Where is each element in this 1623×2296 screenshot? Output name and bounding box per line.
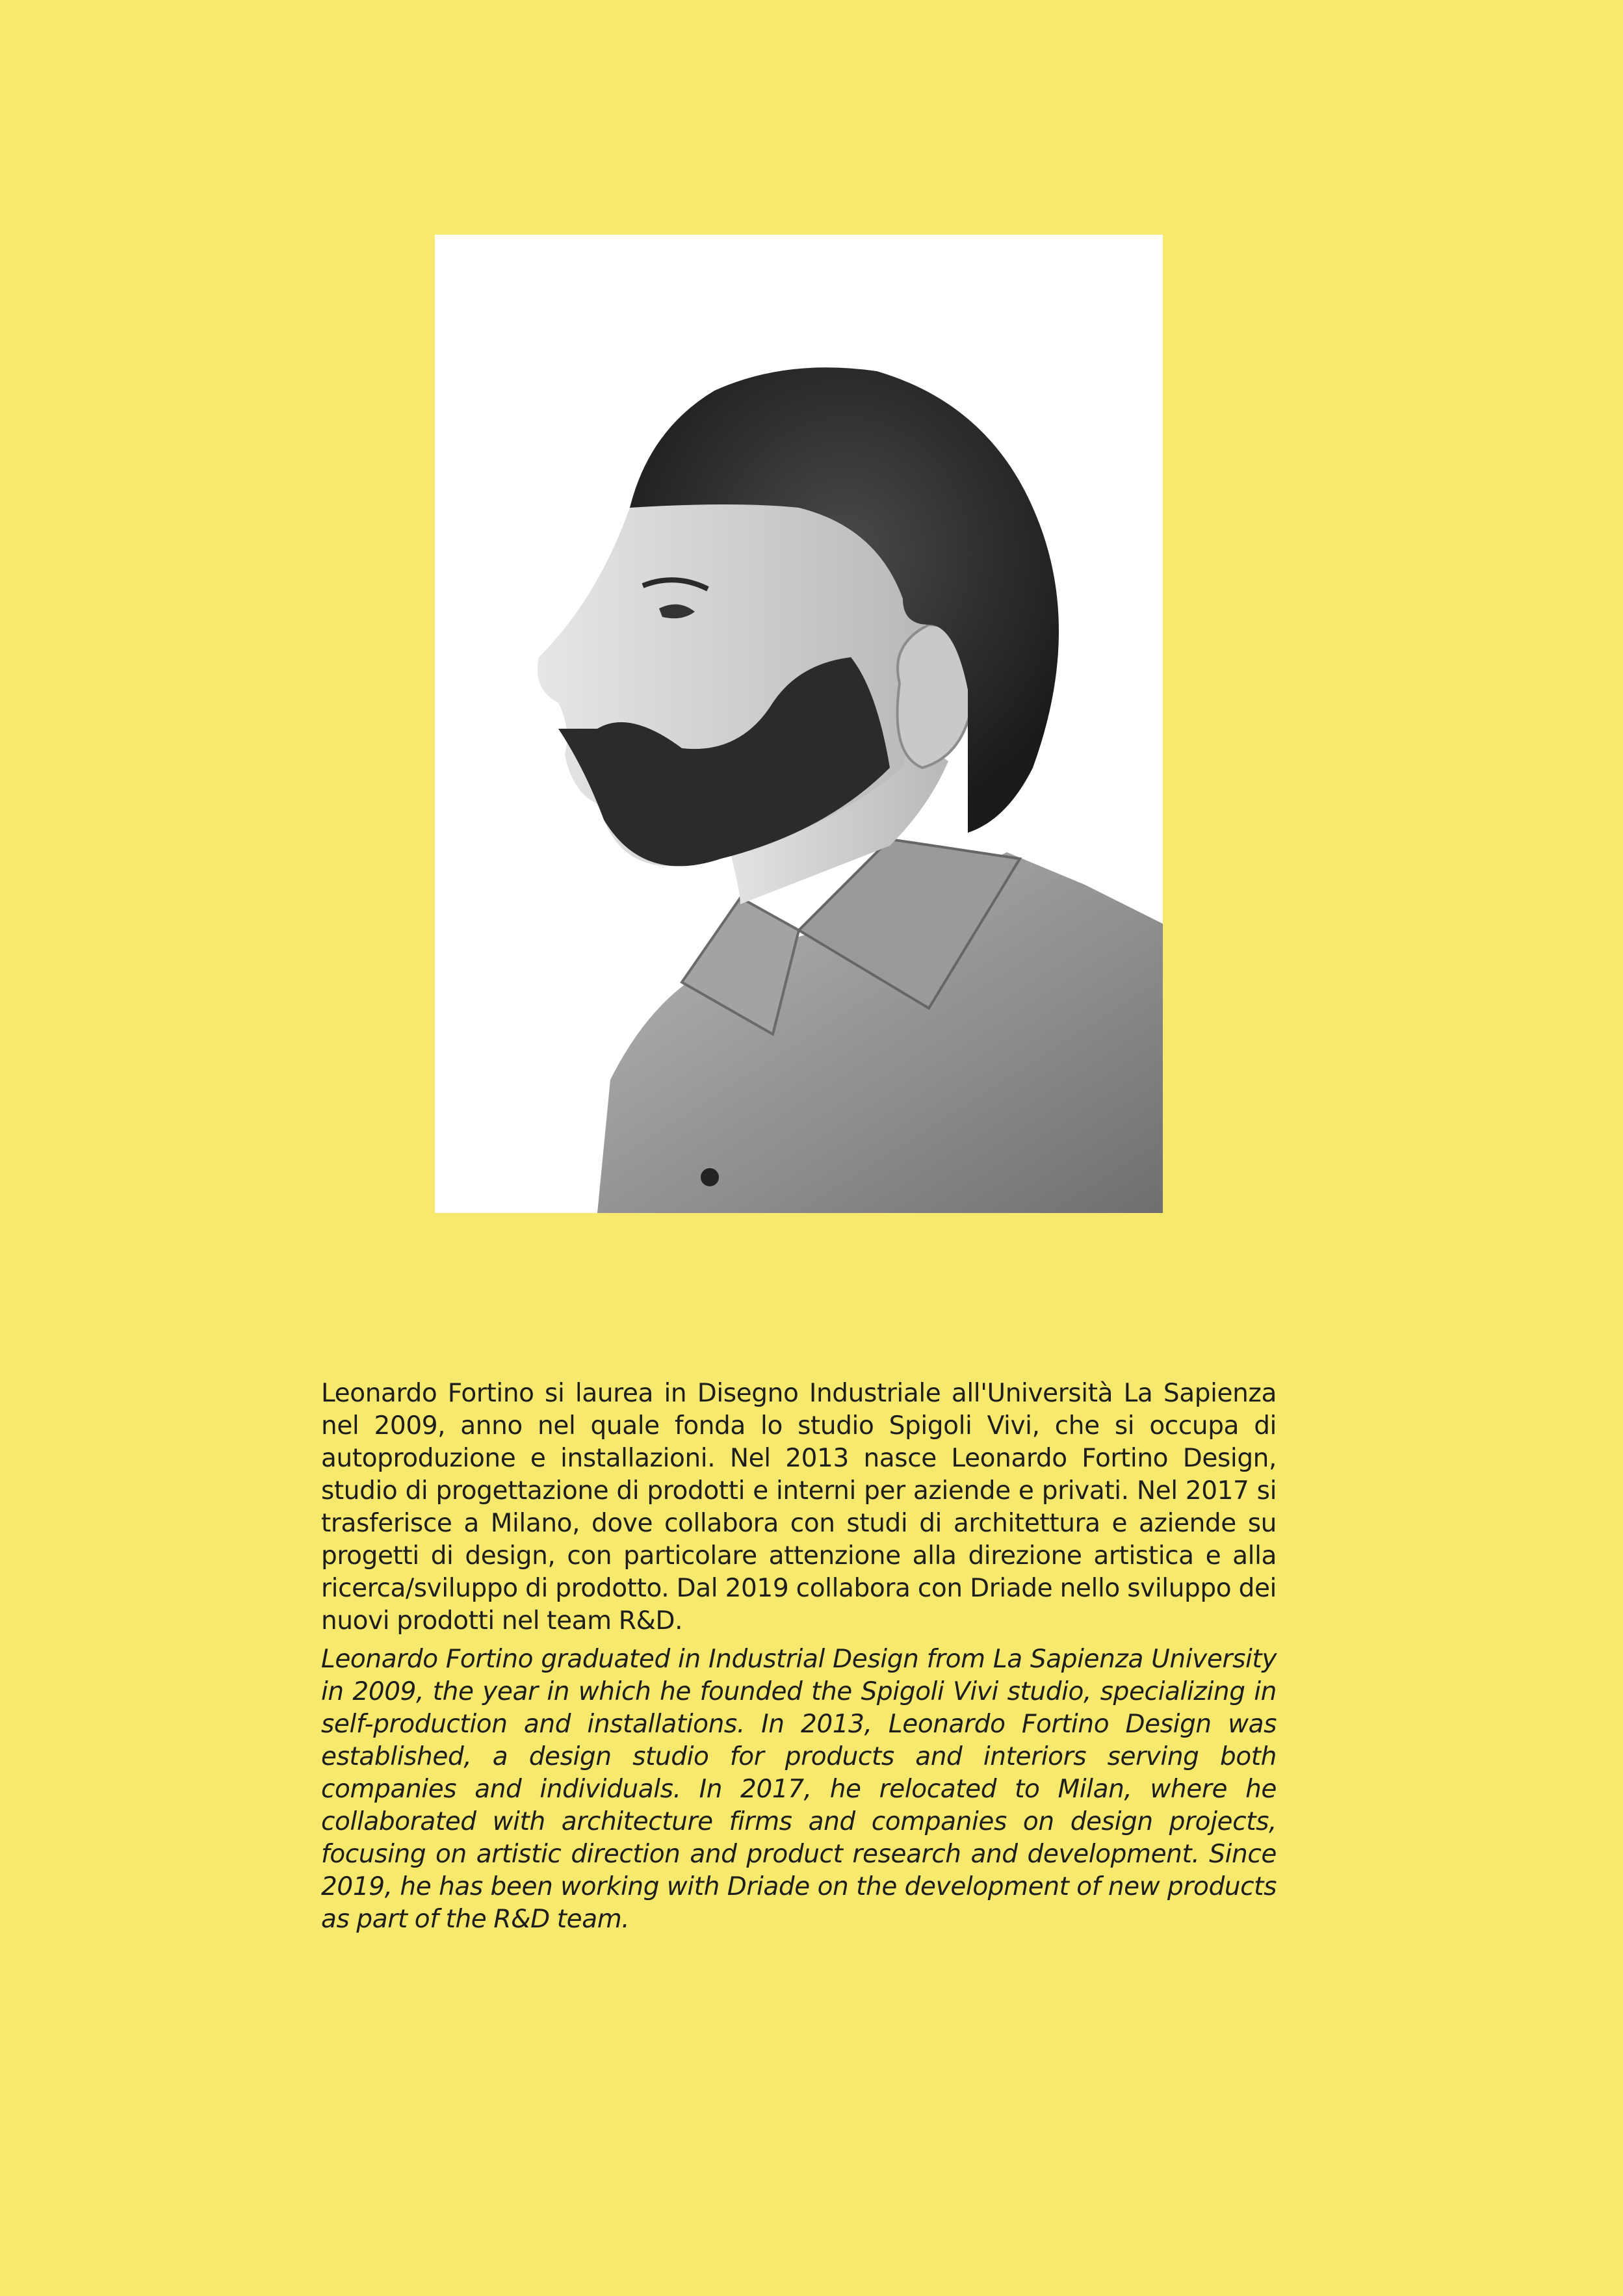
portrait-illustration	[435, 235, 1163, 1213]
bio-english: Leonardo Fortino graduated in Industrial Design from La Sapienza University in 2009, the year in which he founded the Spigoli Vivi studio, specializing in self-production and installations. In 2013, Leonardo Fortino Design was established, a design studio for products and interiors serving both companies and individuals. In 2017, he relocated to Milan, where he collaborated with architecture firms and companies on design projects, focusing on artistic direction and product research and development. Since 2019, he has been working with Driade on the development of new products as part of the R&D team.	[321, 1645, 1277, 1934]
portrait-photo	[435, 235, 1163, 1213]
bio-italian: Leonardo Fortino si laurea in Disegno Industriale all'Università La Sapienza nel 2009, anno nel quale fonda lo studio Spigoli Vivi, che si occupa di autoproduzione e installazioni. Nel 2013 nasce Leonardo Fortino Design, studio di progettazione di prodotti e interni per aziende e privati. Nel 2017 si trasferisce a Milano, dove collabora con studi di architettura e aziende su progetti di design, con particolare attenzione alla direzione artistica e alla ricerca/sviluppo di prodotto. Dal 2019 collabora con Driade nello sviluppo dei nuovi prodotti nel team R&D.	[321, 1379, 1277, 1636]
